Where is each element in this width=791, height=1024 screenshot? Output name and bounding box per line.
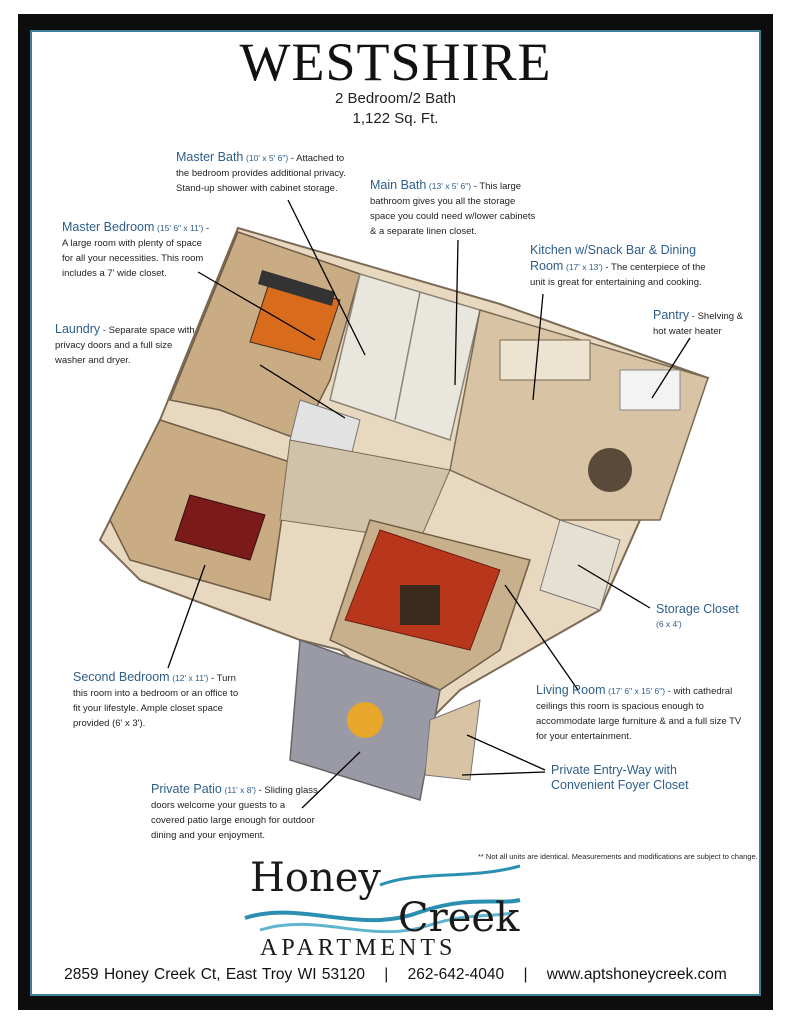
logo	[250, 855, 540, 965]
disclaimer: ** Not all units are identical. Measurements and modifications are subject to change.	[478, 852, 758, 861]
footer-separator: |	[384, 966, 389, 983]
logo-text-apartments: APARTMENTS	[260, 935, 457, 961]
label-master-bedroom: Master Bedroom (15' 6" x 11') - A large room with plenty of space for all your necessities. This room includes a 7' wide closet.	[62, 220, 210, 279]
label-pantry: Pantry - Shelving & hot water heater	[653, 308, 744, 337]
page-title: WESTSHIRE	[239, 32, 552, 92]
footer-website: www.aptshoneycreek.com	[546, 966, 727, 983]
label-main-bath: Main Bath (13' x 5' 6") - This large bathroom gives you all the storage space you could need w/lower cabinets & a separate linen closet.	[370, 178, 536, 237]
logo-text-honey: Honey	[250, 855, 381, 901]
label-living-room: Living Room (17' 6" x 15' 6") - with cathedral ceilings this room is spacious enough to accommodate large furniture & and a full size TV for your entertainment.	[536, 683, 742, 742]
unit-type: 2 Bedroom/2 Bath	[335, 90, 456, 107]
footer-phone: 262-642-4040	[407, 966, 505, 983]
label-master-bath: Master Bath (10' x 5' 6") - Attached to the bedroom provides additional privacy. Stand-up shower with cabinet storage.	[176, 150, 346, 194]
footer-address: 2859 Honey Creek Ct, East Troy WI 53120	[64, 966, 365, 983]
label-storage-closet: Storage Closet (6 x 4')	[656, 602, 739, 629]
footer-contact	[0, 966, 791, 984]
label-entry-way: Private Entry-Way with Convenient Foyer Closet	[551, 763, 689, 792]
footer-separator: |	[523, 966, 528, 983]
logo-text-creek: Creek	[398, 895, 520, 941]
label-private-patio: Private Patio (11' x 8') - Sliding glass doors welcome your guests to a covered patio large enough for outdoor dining and your enjoyment.	[151, 782, 318, 841]
label-laundry: Laundry - Separate space with privacy doors and a full size washer and dryer.	[55, 322, 195, 366]
unit-size: 1,122 Sq. Ft.	[352, 110, 439, 127]
label-kitchen: Kitchen w/Snack Bar & Dining Room (17' x 13') - The centerpiece of the unit is great for entertaining and cooking.	[530, 243, 706, 288]
label-second-bedroom: Second Bedroom (12' x 11') - Turn this room into a bedroom or an office to fit your lifestyle. Ample closet space provided (6' x 3').	[73, 670, 239, 729]
